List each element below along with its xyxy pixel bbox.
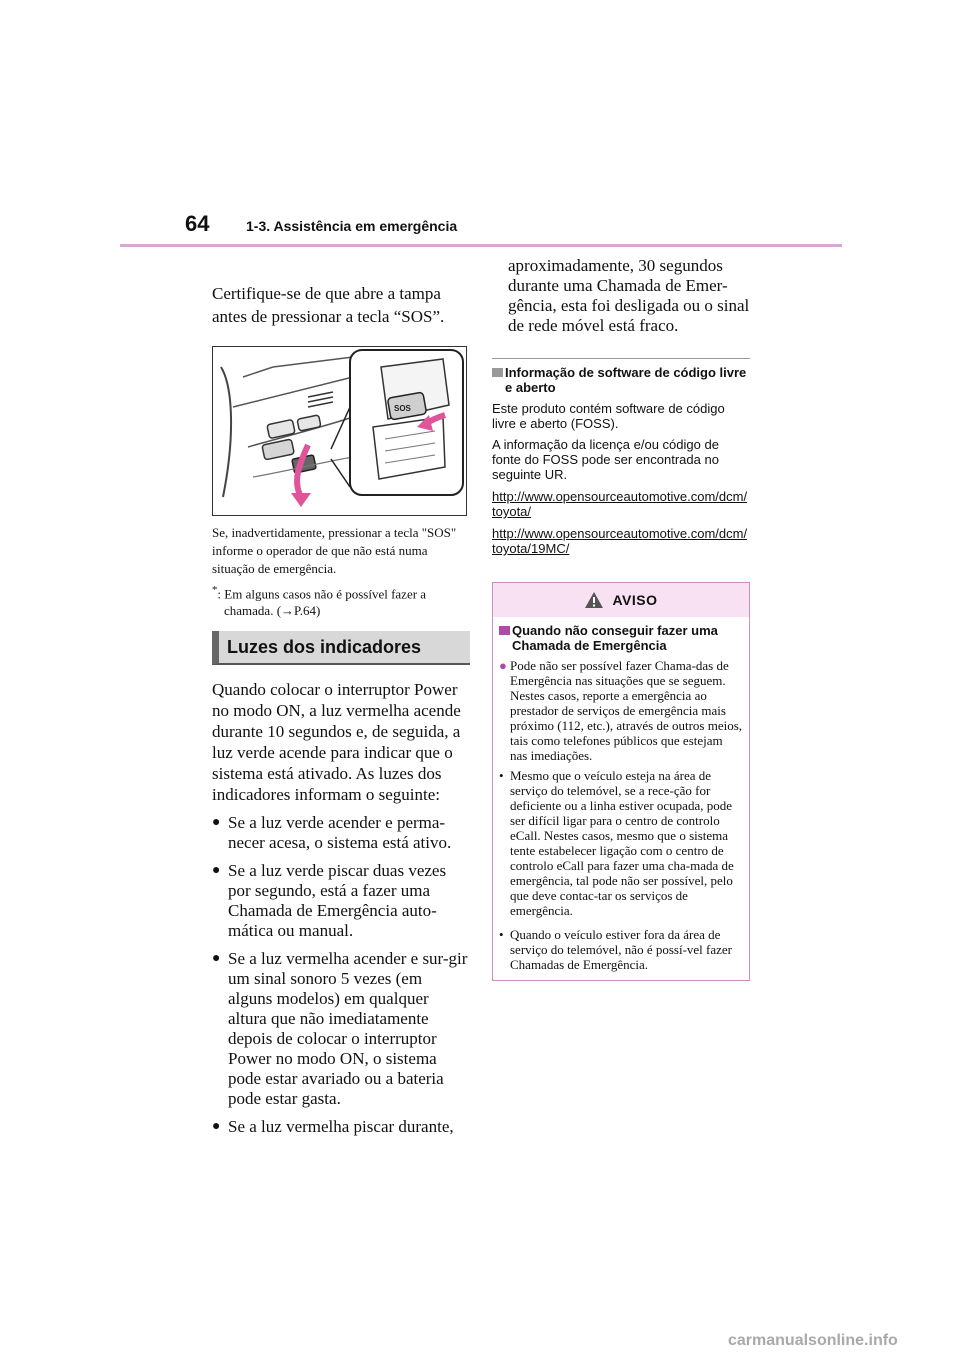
continuation-text: aproximadamente, 30 segundos durante uma Chamada de Emer-gência, esta foi desligada ou o sinal de rede móvel está fraco.	[508, 256, 750, 335]
bullet-item	[212, 949, 470, 1109]
right-column	[492, 256, 750, 981]
foss-link[interactable]: http://www.opensourceautomotive.com/dcm/toyota/	[492, 489, 748, 519]
section-header: 1-3. Assistência em emergência	[246, 218, 458, 234]
warning-subheading	[499, 623, 743, 653]
figure-caption: Se, inadvertidamente, pressionar a tecla "SOS" informe o operador de que não está numa situação de emergência.	[212, 525, 457, 576]
info-heading-text: Informação de software de código livre e aberto	[505, 365, 747, 395]
overhead-console-drawing	[213, 347, 466, 515]
bullet-item	[212, 813, 470, 853]
warning-title-bar	[493, 583, 749, 617]
footnote	[212, 582, 470, 619]
info-heading	[492, 358, 750, 395]
foss-link[interactable]: http://www.opensourceautomotive.com/dcm/toyota/19MC/	[492, 526, 748, 556]
warning-triangle-icon	[584, 591, 604, 609]
bullet-dot: ●	[212, 951, 221, 967]
footnote-text: : Em alguns casos não é possível fazer a chamada. (→P.64)	[217, 586, 427, 619]
bullet-dot: ●	[212, 863, 221, 879]
warning-subheading-text: Quando não conseguir fazer uma Chamada de Emergência	[512, 623, 718, 653]
warning-item	[499, 927, 743, 972]
warning-item-text: Quando o veículo estiver fora da área de serviço do telemóvel, não é possí-vel fazer Chamadas de Emergência.	[510, 927, 732, 972]
footnote-mark: *	[212, 584, 218, 596]
sos-key-label: SOS	[394, 404, 411, 413]
warning-item	[499, 658, 743, 763]
bullet-dot: ●	[212, 1119, 221, 1135]
bullet-text: Se a luz vermelha acender e sur-gir um sinal sonoro 5 vezes (em alguns modelos) em qualquer altura que não imediatamente depois de colocar o interruptor Power no modo ON, o sistema pode estar avariado ou a bateria pode estar gasta.	[228, 949, 468, 1109]
left-column	[212, 282, 470, 1137]
circle-bullet-icon: ●	[499, 658, 507, 673]
square-marker-icon	[492, 368, 503, 377]
page-number: 64	[185, 211, 210, 236]
bullet-item	[212, 1117, 470, 1137]
bullet-text: Se a luz vermelha piscar durante,	[228, 1117, 454, 1137]
bullet-item	[212, 861, 470, 941]
header-rule	[120, 244, 842, 247]
indicator-body: Quando colocar o interruptor Power no modo ON, a luz vermelha acende durante 10 segundos e, de seguida, a luz verde acende para indicar que o sistema está ativado. As luzes dos indicadores informam o seguinte:	[212, 680, 461, 805]
watermark: carmanualsonline.info	[728, 1332, 898, 1349]
warning-item-text: Mesmo que o veículo esteja na área de serviço do telemóvel, se a rece-ção for deficiente ou a linha estiver ocupada, pode ser difícil ligar para o centro de controlo eCall. Nestes casos, mesmo que o sistema tente estabelecer ligação com o centro de controlo eCall para fazer uma cha-mada de emergência, tal pode não ser possível, pelo que deve contac-tar os serviços de emergência.	[510, 768, 734, 918]
bullet-text: Se a luz verde acender e perma-necer acesa, o sistema está ativo.	[228, 813, 452, 853]
info-paragraph: A informação da licença e/ou código de fonte do FOSS pode ser encontrada no seguinte UR.	[492, 437, 719, 482]
warning-item-text: Pode não ser possível fazer Chama-das de Emergência nas situações que se seguem. Nestes casos, reporte a emergência ao prestador de serviços de emergência mais próximo (112, etc.), através de outros meios, tais como telefones públicos que estejam nas imediações.	[510, 658, 743, 763]
info-paragraph: Este produto contém software de código livre e aberto (FOSS).	[492, 401, 725, 431]
sos-illustration	[212, 346, 467, 516]
dot-bullet-icon: •	[499, 927, 504, 942]
bullet-dot: ●	[212, 815, 221, 831]
intro-text: Certifique-se de que abre a tampa antes de pressionar a tecla “SOS”.	[212, 284, 445, 326]
section-heading: Luzes dos indicadores	[212, 631, 470, 665]
warning-title: AVISO	[612, 592, 658, 608]
warning-box	[492, 582, 750, 981]
dot-bullet-icon: •	[499, 768, 504, 783]
bullet-text: Se a luz verde piscar duas vezes por segundo, está a fazer uma Chamada de Emergência auto-mática ou manual.	[228, 861, 447, 941]
square-marker-icon	[499, 626, 510, 635]
warning-item	[499, 768, 743, 918]
